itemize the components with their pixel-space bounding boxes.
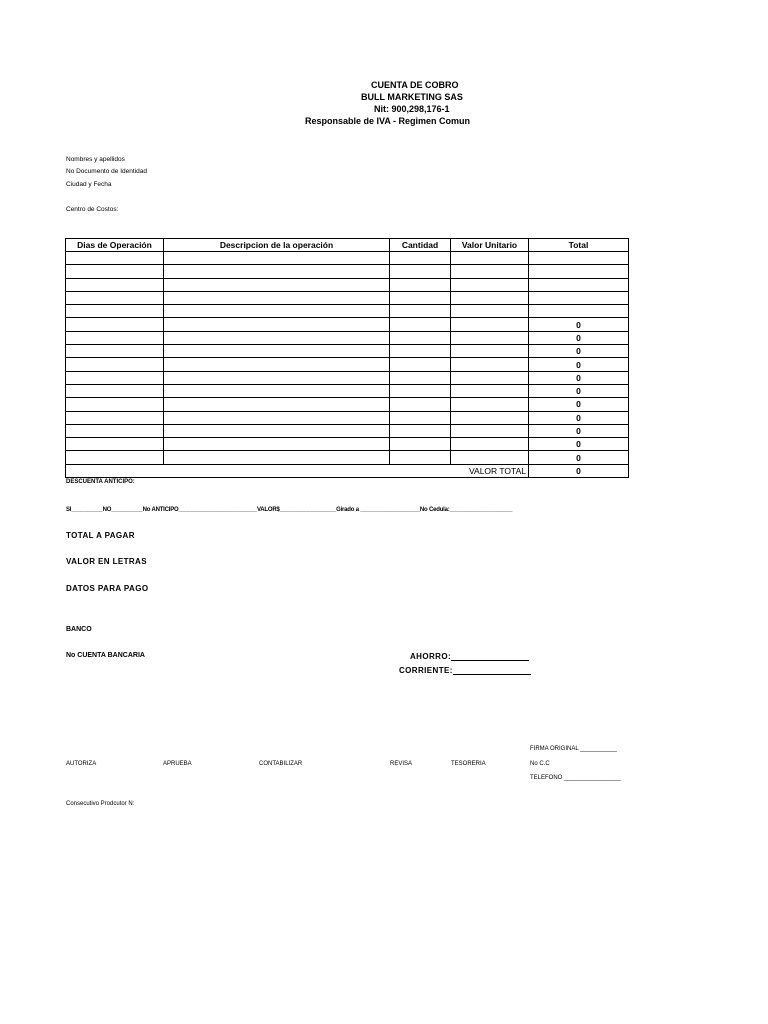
cell-unit-value[interactable] [451,358,529,371]
cell-total: 0 [529,451,629,464]
value-in-words-label: VALOR EN LETRAS [66,557,147,566]
col-header-unit-value: Valor Unitario [451,239,529,252]
cell-days[interactable] [66,451,164,464]
cell-total: 0 [529,424,629,437]
cell-unit-value[interactable] [451,398,529,411]
table-row [66,384,629,397]
cell-description[interactable] [164,265,390,278]
cell-description[interactable] [164,371,390,384]
cell-description[interactable] [164,252,390,265]
table-row [66,411,629,424]
id-number-label: No C.C [530,761,550,767]
cell-days[interactable] [66,411,164,424]
cell-total [529,278,629,291]
cell-total: 0 [529,398,629,411]
table-row [66,331,629,344]
cell-total: 0 [529,438,629,451]
cell-days[interactable] [66,305,164,318]
advance-discount-title: DESCUENTA ANTICIPO: [66,479,135,485]
cell-days[interactable] [66,438,164,451]
cell-total [529,305,629,318]
cell-description[interactable] [164,398,390,411]
valor-total-row [66,464,629,477]
cell-quantity[interactable] [390,451,451,464]
cell-description[interactable] [164,278,390,291]
table-row [66,438,629,451]
company-nit: Nit: 900,298,176-1 [374,104,450,114]
cell-total [529,265,629,278]
col-header-quantity: Cantidad [390,239,451,252]
cell-total: 0 [529,345,629,358]
table-row [66,265,629,278]
valor-total-label: VALOR TOTAL [66,464,529,477]
table-row [66,305,629,318]
checking-account-field[interactable] [399,665,531,675]
savings-account-field[interactable] [410,651,529,661]
cell-days[interactable] [66,265,164,278]
cell-days[interactable] [66,371,164,384]
cell-quantity[interactable] [390,265,451,278]
cell-unit-value[interactable] [451,438,529,451]
col-header-description: Descripcion de la operación [164,239,390,252]
cell-quantity[interactable] [390,358,451,371]
cell-days[interactable] [66,424,164,437]
savings-blank[interactable] [451,651,529,661]
cell-total: 0 [529,384,629,397]
cell-unit-value[interactable] [451,278,529,291]
cell-description[interactable] [164,305,390,318]
tax-regime: Responsable de IVA - Regimen Comun [305,116,471,126]
cell-total [529,291,629,304]
cell-unit-value[interactable] [451,291,529,304]
bank-label: BANCO [66,626,92,633]
cell-days[interactable] [66,345,164,358]
cell-quantity[interactable] [390,438,451,451]
cell-total [529,252,629,265]
cell-unit-value[interactable] [451,384,529,397]
cell-unit-value[interactable] [451,345,529,358]
checking-label: CORRIENTE: [399,666,453,675]
col-header-days: Dias de Operación [66,239,164,252]
approves-label: APRUEBA [163,761,192,767]
payment-data-label: DATOS PARA PAGO [66,584,149,593]
cell-description[interactable] [164,384,390,397]
cell-total: 0 [529,358,629,371]
table-row [66,451,629,464]
city-date-label: Ciudad y Fecha [66,181,112,188]
cell-unit-value[interactable] [451,424,529,437]
cell-description[interactable] [164,438,390,451]
cell-quantity[interactable] [390,384,451,397]
document-id-label: No Documento de Identidad [66,168,147,175]
accounting-label: CONTABILIZAR [259,761,303,767]
names-label: Nombres y apellidos [66,156,125,163]
cell-description[interactable] [164,345,390,358]
cell-quantity[interactable] [390,345,451,358]
table-row [66,424,629,437]
cell-days[interactable] [66,358,164,371]
table-row [66,345,629,358]
cell-unit-value[interactable] [451,265,529,278]
document-title: CUENTA DE COBRO [371,80,459,90]
cost-center-label: Centro de Costos: [66,206,119,213]
table-row [66,278,629,291]
cell-description[interactable] [164,331,390,344]
cell-days[interactable] [66,252,164,265]
cell-description[interactable] [164,424,390,437]
valor-total-value: 0 [529,464,629,477]
cell-days[interactable] [66,318,164,331]
table-row [66,291,629,304]
cell-total: 0 [529,411,629,424]
operations-table [65,238,629,478]
consecutive-producer-label: Consecutivo Prodcutor N: [66,801,135,807]
cell-days[interactable] [66,398,164,411]
cell-unit-value[interactable] [451,411,529,424]
cell-total: 0 [529,318,629,331]
cell-quantity[interactable] [390,331,451,344]
cell-total: 0 [529,371,629,384]
cell-days[interactable] [66,291,164,304]
cell-description[interactable] [164,358,390,371]
savings-label: AHORRO: [410,652,452,661]
treasury-label: TESORERIA [451,761,486,767]
cell-quantity[interactable] [390,411,451,424]
cell-unit-value[interactable] [451,331,529,344]
reviews-label: REVISA [390,761,413,767]
cell-description[interactable] [164,411,390,424]
cell-days[interactable] [66,331,164,344]
col-header-total: Total [529,239,629,252]
company-name: BULL MARKETING SAS [361,92,463,102]
cell-unit-value[interactable] [451,318,529,331]
table-row [66,252,629,265]
cell-quantity[interactable] [390,291,451,304]
cell-unit-value[interactable] [451,252,529,265]
cell-description[interactable] [164,451,390,464]
advance-details-line[interactable]: SI__________NO__________No ANTICIPO_________________________VALOR$__________________Girado a ___________________No Cedula:____________________ [66,507,513,513]
cell-unit-value[interactable] [451,451,529,464]
cell-total: 0 [529,331,629,344]
authorizes-label: AUTORIZA [66,761,97,767]
cell-quantity[interactable] [390,252,451,265]
phone-field[interactable]: TELEFONO _________________ [530,775,621,781]
table-row [66,358,629,371]
cell-quantity[interactable] [390,305,451,318]
table-row [66,371,629,384]
cell-quantity[interactable] [390,424,451,437]
cell-days[interactable] [66,384,164,397]
table-header-row [66,239,629,252]
cell-quantity[interactable] [390,371,451,384]
checking-blank[interactable] [453,665,531,675]
cell-days[interactable] [66,278,164,291]
cell-quantity[interactable] [390,398,451,411]
original-signature-field[interactable]: FIRMA ORIGINAL ___________ [530,746,617,752]
table-row [66,398,629,411]
cell-unit-value[interactable] [451,371,529,384]
total-to-pay-label: TOTAL A PAGAR [66,531,135,540]
bank-account-label: No CUENTA BANCARIA [66,652,145,659]
cell-quantity[interactable] [390,278,451,291]
cell-description[interactable] [164,318,390,331]
cell-description[interactable] [164,291,390,304]
cell-quantity[interactable] [390,318,451,331]
table-row [66,318,629,331]
cell-unit-value[interactable] [451,305,529,318]
